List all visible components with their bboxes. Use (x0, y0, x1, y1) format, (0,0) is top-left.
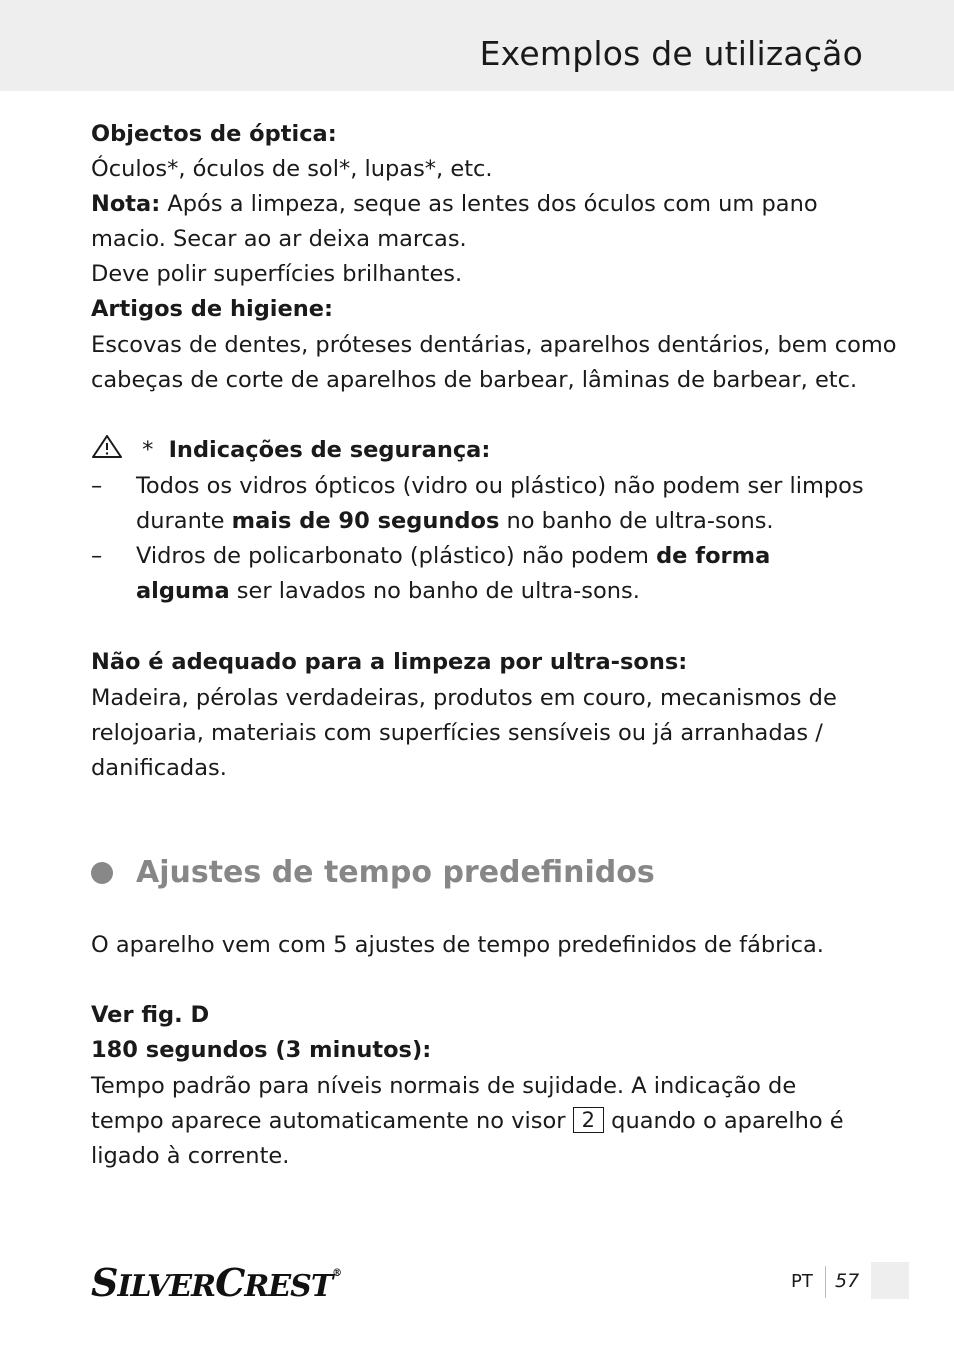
bullet-icon (91, 862, 113, 884)
safety-item1-post: no banho de ultra-sons. (499, 508, 774, 534)
time-desc-line-2-post: quando o aparelho é (604, 1108, 844, 1134)
optics-items: Óculos*, óculos de sol*, lupas*, etc. (91, 156, 493, 182)
section-heading-text: Ajustes de tempo predefinidos (136, 855, 655, 890)
time-desc-line-2 (91, 1104, 844, 1139)
safety-item1-pre: durante (136, 508, 232, 534)
time-heading: 180 segundos (3 minutos): (91, 1037, 432, 1063)
not-suitable-line-2: relojoaria, materiais com superfícies sensíveis ou já arranhadas / (91, 720, 823, 746)
safety-item2-line1 (136, 539, 770, 574)
safety-dash-2: – (91, 543, 103, 569)
display-reference-box: 2 (573, 1107, 604, 1133)
footer-tab (871, 1262, 909, 1299)
safety-item1-bold: mais de 90 segundos (231, 508, 500, 534)
safety-heading: Indicações de segurança: (168, 437, 491, 463)
logo-s: S (91, 1260, 118, 1305)
logo-c: C (215, 1260, 245, 1305)
note-text-3: Deve polir superfícies brilhantes. (91, 261, 463, 287)
safety-item2-bold2: alguma (136, 578, 230, 604)
safety-item2-post: ser lavados no banho de ultra-sons. (229, 578, 640, 604)
optics-heading: Objectos de óptica: (91, 121, 337, 147)
safety-item1-line1: Todos os vidros ópticos (vidro ou plástico) não podem ser limpos (136, 473, 864, 499)
safety-dash-1: – (91, 473, 103, 499)
safety-item2-bold1: de forma (656, 543, 771, 569)
note-label: Nota: (91, 191, 161, 217)
footer-divider (825, 1266, 826, 1298)
not-suitable-heading: Não é adequado para a limpeza por ultra-sons: (91, 649, 688, 675)
hygiene-line-1: Escovas de dentes, próteses dentárias, aparelhos dentários, bem como (91, 332, 897, 358)
footer-language: PT (791, 1271, 813, 1292)
fig-reference: Ver fig. D (91, 1002, 210, 1028)
note-text-1: Após a limpeza, seque as lentes dos óculos com um pano (160, 191, 818, 217)
page-title: Exemplos de utilização (479, 34, 863, 73)
hygiene-line-2: cabeças de corte de aparelhos de barbear, lâminas de barbear, etc. (91, 367, 858, 393)
safety-heading-row (91, 433, 490, 470)
page-number: 57 (835, 1270, 860, 1292)
hygiene-heading: Artigos de higiene: (91, 296, 334, 322)
silvercrest-logo (91, 1260, 341, 1305)
not-suitable-line-1: Madeira, pérolas verdadeiras, produtos em couro, mecanismos de (91, 685, 837, 711)
time-desc-line-1: Tempo padrão para níveis normais de sujidade. A indicação de (91, 1073, 797, 1099)
logo-registered: ® (332, 1268, 342, 1279)
time-desc-line-3: ligado à corrente. (91, 1143, 290, 1169)
warning-triangle-icon (91, 435, 123, 470)
logo-ilver: ILVER (117, 1269, 216, 1304)
safety-item1-line2 (136, 504, 774, 539)
not-suitable-line-3: danificadas. (91, 755, 227, 781)
logo-rest: REST (244, 1269, 333, 1304)
safety-item2-pre: Vidros de policarbonato (plástico) não podem (136, 543, 657, 569)
note-text-2: macio. Secar ao ar deixa marcas. (91, 226, 467, 252)
optics-note (91, 187, 818, 222)
time-desc-line-2-pre: tempo aparece automaticamente no visor (91, 1108, 573, 1134)
safety-asterisk: * (142, 437, 154, 463)
section-intro: O aparelho vem com 5 ajustes de tempo predefinidos de fábrica. (91, 932, 824, 958)
safety-item2-line2 (136, 574, 640, 609)
